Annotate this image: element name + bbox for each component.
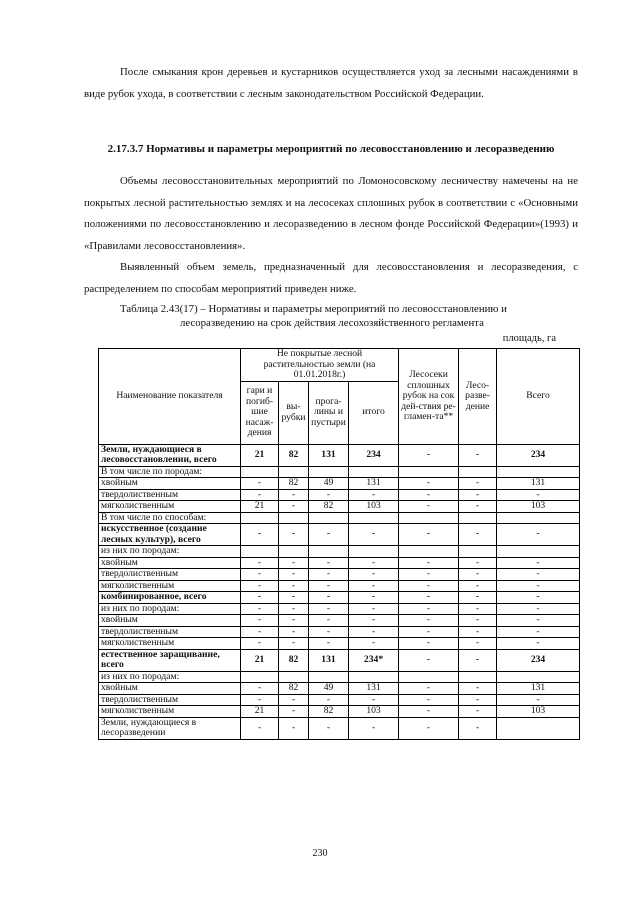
row-value: -	[399, 557, 459, 569]
row-value: -	[241, 557, 279, 569]
row-name: хвойным	[99, 478, 241, 490]
row-value: -	[241, 592, 279, 604]
row-value: 21	[241, 649, 279, 671]
table-row	[99, 512, 580, 524]
row-value: -	[399, 649, 459, 671]
row-value: -	[497, 615, 580, 627]
row-value	[349, 671, 399, 683]
row-name: мягколиственным	[99, 706, 241, 718]
table-row	[99, 546, 580, 558]
header-uncovered: Не покрытые лесной растительностью земли (на 01.01.2018г.)	[241, 349, 399, 382]
header-name: Наименование показателя	[99, 349, 241, 445]
table-row	[99, 626, 580, 638]
row-value: -	[241, 638, 279, 650]
row-value: -	[309, 694, 349, 706]
row-value	[279, 546, 309, 558]
row-value	[497, 546, 580, 558]
row-value: -	[309, 569, 349, 581]
row-value	[497, 512, 580, 524]
table-row	[99, 569, 580, 581]
row-value: -	[279, 626, 309, 638]
row-value: 103	[349, 501, 399, 513]
row-value: -	[309, 638, 349, 650]
row-value: 103	[349, 706, 399, 718]
row-value: -	[459, 649, 497, 671]
row-value: 131	[309, 444, 349, 466]
table-row	[99, 580, 580, 592]
row-value: 21	[241, 444, 279, 466]
table-row	[99, 717, 580, 739]
row-value: -	[241, 683, 279, 695]
table-row	[99, 489, 580, 501]
row-value	[399, 512, 459, 524]
row-value: -	[399, 683, 459, 695]
row-value: -	[459, 615, 497, 627]
row-value	[459, 546, 497, 558]
row-value: -	[497, 580, 580, 592]
row-value: -	[309, 626, 349, 638]
row-value: 21	[241, 706, 279, 718]
row-value: -	[459, 694, 497, 706]
row-value: -	[241, 524, 279, 546]
row-name: твердолиственным	[99, 694, 241, 706]
table-row	[99, 683, 580, 695]
row-value: -	[399, 615, 459, 627]
table-row	[99, 444, 580, 466]
row-value	[399, 466, 459, 478]
row-value: -	[399, 444, 459, 466]
row-value	[279, 512, 309, 524]
table-caption	[84, 302, 578, 330]
row-value: -	[309, 592, 349, 604]
row-value: -	[497, 638, 580, 650]
header-glades: прога-лины и пустыри	[309, 381, 349, 444]
row-value: -	[497, 592, 580, 604]
table-row	[99, 638, 580, 650]
row-value: -	[399, 478, 459, 490]
header-total: итого	[349, 381, 399, 444]
row-value	[497, 671, 580, 683]
row-value: -	[497, 569, 580, 581]
row-value: 82	[279, 478, 309, 490]
row-value: -	[241, 580, 279, 592]
section-heading: 2.17.3.7 Нормативы и параметры мероприятий по лесовосстановлению и лесоразведению	[107, 143, 555, 155]
row-value: -	[241, 478, 279, 490]
paragraph-identified: Выявленный объем земель, предназначенный для лесовосстановления и лесоразведения, с распределением по способам мероприятий приведен ниже.	[84, 261, 578, 295]
row-name: В том числе по способам:	[99, 512, 241, 524]
row-value: 131	[497, 478, 580, 490]
row-value	[241, 546, 279, 558]
row-value: -	[497, 603, 580, 615]
table-row	[99, 615, 580, 627]
row-name: Земли, нуждающиеся в лесовосстановлении, всего	[99, 444, 241, 466]
row-value: -	[497, 557, 580, 569]
header-afforest: Лесо-разве-дение	[459, 349, 497, 445]
row-value: -	[459, 501, 497, 513]
row-value: -	[459, 683, 497, 695]
table-row	[99, 671, 580, 683]
row-value: -	[459, 557, 497, 569]
row-value: -	[459, 569, 497, 581]
row-value	[279, 671, 309, 683]
table-row	[99, 603, 580, 615]
row-name: хвойным	[99, 557, 241, 569]
table-row	[99, 649, 580, 671]
row-value: -	[241, 603, 279, 615]
row-value: 103	[497, 706, 580, 718]
row-value: -	[309, 580, 349, 592]
row-name: из них по породам:	[99, 671, 241, 683]
row-value: 82	[279, 649, 309, 671]
row-value: -	[399, 524, 459, 546]
row-value: -	[399, 638, 459, 650]
header-burned: гари и погиб-шие насаж-дения	[241, 381, 279, 444]
row-value: -	[399, 717, 459, 739]
row-value: -	[399, 706, 459, 718]
row-value: 82	[279, 683, 309, 695]
row-value: -	[459, 478, 497, 490]
row-value	[241, 466, 279, 478]
header-clearcut: Лесосеки сплошных рубок на сок дей-ствия ре-гламен-та**	[399, 349, 459, 445]
row-name: комбинированное, всего	[99, 592, 241, 604]
header-all: Всего	[497, 349, 580, 445]
table-row	[99, 478, 580, 490]
row-value: -	[279, 524, 309, 546]
page-number: 230	[312, 848, 328, 859]
row-value: -	[241, 626, 279, 638]
row-name: В том числе по породам:	[99, 466, 241, 478]
row-value: -	[459, 603, 497, 615]
table-row	[99, 501, 580, 513]
row-name: твердолиственным	[99, 626, 241, 638]
row-value: -	[349, 626, 399, 638]
row-value: -	[241, 569, 279, 581]
row-value: -	[349, 524, 399, 546]
row-value: -	[349, 638, 399, 650]
row-value: -	[497, 626, 580, 638]
row-value: -	[279, 717, 309, 739]
row-value: 131	[497, 683, 580, 695]
table-caption-line2: лесоразведению на срок действия лесохозяйственного регламента	[180, 317, 484, 329]
row-value	[309, 671, 349, 683]
row-value	[279, 466, 309, 478]
row-value: 234	[497, 444, 580, 466]
table-row	[99, 557, 580, 569]
row-name: твердолиственным	[99, 569, 241, 581]
row-value: -	[241, 717, 279, 739]
row-value: -	[279, 603, 309, 615]
row-value	[241, 512, 279, 524]
row-value: -	[349, 569, 399, 581]
row-value: -	[497, 694, 580, 706]
row-value: -	[459, 706, 497, 718]
table-row	[99, 706, 580, 718]
row-value: -	[349, 694, 399, 706]
row-value: -	[279, 592, 309, 604]
row-name: хвойным	[99, 683, 241, 695]
measures-table	[98, 348, 580, 740]
row-value: -	[497, 524, 580, 546]
row-value: -	[459, 592, 497, 604]
row-value: -	[399, 592, 459, 604]
row-value	[349, 512, 399, 524]
row-value	[497, 717, 580, 739]
row-value: -	[497, 489, 580, 501]
row-value: -	[349, 592, 399, 604]
row-value: 82	[309, 706, 349, 718]
row-value: -	[399, 580, 459, 592]
row-value: -	[399, 603, 459, 615]
row-value: -	[279, 706, 309, 718]
table-row	[99, 466, 580, 478]
row-value: -	[309, 603, 349, 615]
table-caption-line1: Таблица 2.43(17) – Нормативы и параметры мероприятий по лесовосстановлению и	[120, 303, 507, 315]
row-name: естественное заращивание, всего	[99, 649, 241, 671]
row-value: -	[241, 489, 279, 501]
row-value	[349, 466, 399, 478]
row-value: -	[459, 580, 497, 592]
row-value: -	[241, 615, 279, 627]
row-name: мягколиственным	[99, 501, 241, 513]
row-value: -	[459, 717, 497, 739]
row-value: -	[279, 615, 309, 627]
row-name: мягколиственным	[99, 638, 241, 650]
row-value	[309, 466, 349, 478]
row-value: -	[279, 638, 309, 650]
row-value: -	[399, 569, 459, 581]
table-row	[99, 592, 580, 604]
table-unit: площадь, га	[502, 333, 556, 344]
row-value: -	[349, 717, 399, 739]
row-name: Земли, нуждающиеся в лесоразведении	[99, 717, 241, 739]
row-value: -	[459, 524, 497, 546]
row-name: твердолиственным	[99, 489, 241, 501]
paragraph-volumes: Объемы лесовосстановительных мероприятий по Ломоносовскому лесничеству намечены на не покрытых лесной растительностью землях и на лесосеках сплошных рубок в соответствии с «Основными положениями по лесовосстановлению и лесоразведению в лесном фонде Российской Федерации»(1993) и «Правилами лесовосстановления».	[84, 175, 578, 252]
row-value: -	[309, 557, 349, 569]
table-body	[99, 444, 580, 739]
row-value: 103	[497, 501, 580, 513]
header-cuts: вы-рубки	[279, 381, 309, 444]
row-value: -	[279, 489, 309, 501]
row-value	[349, 546, 399, 558]
row-value: -	[349, 489, 399, 501]
row-value: 49	[309, 683, 349, 695]
row-value: -	[399, 501, 459, 513]
row-value: -	[399, 626, 459, 638]
row-value: -	[241, 694, 279, 706]
row-value	[399, 671, 459, 683]
row-value: -	[459, 638, 497, 650]
row-value: -	[459, 489, 497, 501]
row-value: -	[279, 569, 309, 581]
row-name: из них по породам:	[99, 603, 241, 615]
row-value: 21	[241, 501, 279, 513]
row-value	[459, 671, 497, 683]
row-value: 234*	[349, 649, 399, 671]
paragraph-intro: После смыкания крон деревьев и кустарников осуществляется уход за лесными насаждениями в виде рубок ухода, в соответствии с лесным законодательством Российской Федерации.	[84, 66, 578, 100]
row-value: 49	[309, 478, 349, 490]
row-value: 234	[497, 649, 580, 671]
row-value: -	[309, 717, 349, 739]
row-value: -	[399, 694, 459, 706]
table-row	[99, 694, 580, 706]
row-value: -	[349, 603, 399, 615]
row-value	[309, 512, 349, 524]
table-row	[99, 524, 580, 546]
row-value: -	[349, 557, 399, 569]
row-value: 131	[309, 649, 349, 671]
row-value: -	[309, 615, 349, 627]
row-value: -	[279, 580, 309, 592]
row-value	[459, 512, 497, 524]
row-value: -	[309, 489, 349, 501]
row-value: 131	[349, 683, 399, 695]
row-value	[309, 546, 349, 558]
row-value: 82	[279, 444, 309, 466]
row-value: -	[349, 580, 399, 592]
row-value: -	[399, 489, 459, 501]
row-value: -	[279, 694, 309, 706]
row-value	[459, 466, 497, 478]
row-value: -	[279, 557, 309, 569]
row-name: из них по породам:	[99, 546, 241, 558]
row-value: -	[309, 524, 349, 546]
row-value: -	[459, 626, 497, 638]
row-value: 82	[309, 501, 349, 513]
row-value: 234	[349, 444, 399, 466]
row-name: искусственное (создание лесных культур), всего	[99, 524, 241, 546]
row-value: 131	[349, 478, 399, 490]
row-value: -	[279, 501, 309, 513]
row-value	[241, 671, 279, 683]
row-name: мягколиственным	[99, 580, 241, 592]
row-value: -	[459, 444, 497, 466]
row-value	[497, 466, 580, 478]
row-name: хвойным	[99, 615, 241, 627]
row-value: -	[349, 615, 399, 627]
row-value	[399, 546, 459, 558]
